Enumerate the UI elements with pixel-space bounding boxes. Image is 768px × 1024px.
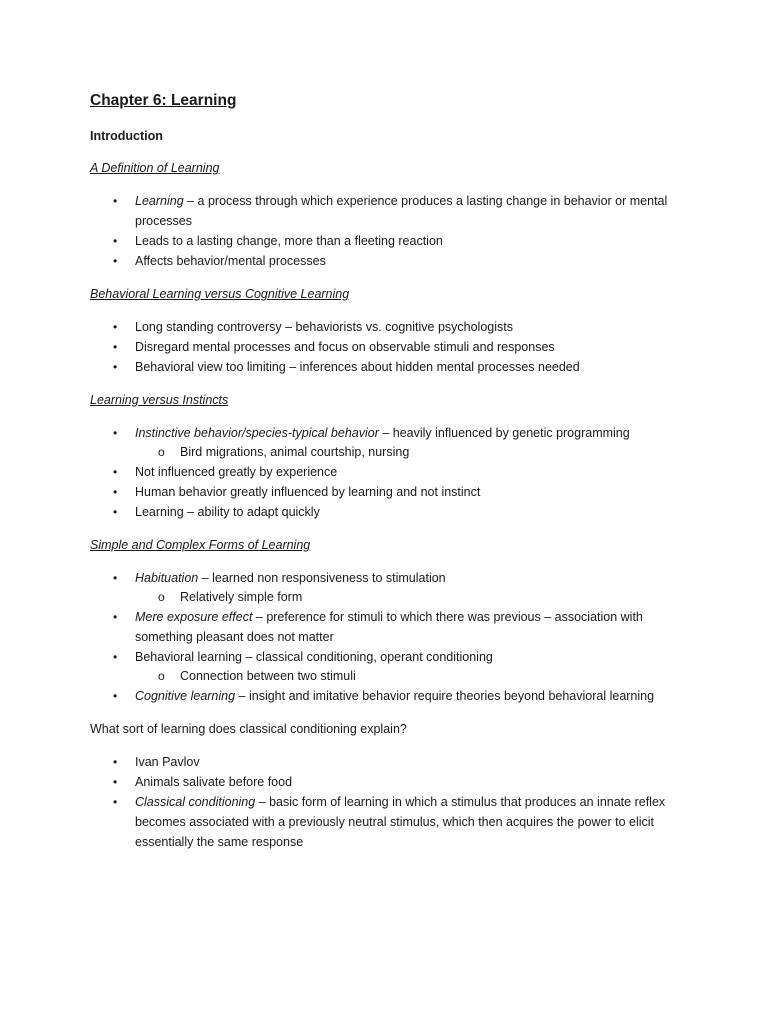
item-text: – basic form of learning in which a stimulus that produces an innate reflex becomes associated with a previously neutral stimulus, which then acquires the power to elicit essentially the same response [135, 795, 666, 849]
bullet-list-instincts [90, 423, 690, 522]
item-text: Behavioral learning – classical conditioning, operant conditioning [135, 650, 493, 664]
sub-item-text: Bird migrations, animal courtship, nursing [180, 445, 410, 459]
bullet-icon: • [113, 194, 118, 208]
item-text: Animals salivate before food [135, 775, 293, 789]
bullet-icon: • [113, 755, 118, 769]
sub-item-text: Connection between two stimuli [180, 669, 356, 683]
bullet-icon: • [113, 689, 118, 703]
item-text: – preference for stimuli to which there was previous – association with something pleasant does not matter [135, 610, 643, 644]
question-heading: What sort of learning does classical conditioning explain? [90, 722, 407, 736]
bullet-icon: • [113, 340, 118, 354]
bullet-list-behavioral-vs-cognitive [90, 317, 690, 377]
item-text: Not influenced greatly by experience [135, 465, 338, 479]
term: Instinctive behavior/species-typical behavior [135, 426, 379, 440]
list-item [90, 231, 690, 251]
section-heading-definition: A Definition of Learning [90, 161, 220, 175]
bullet-list-classical-conditioning [90, 752, 690, 852]
bullet-list-definition [90, 191, 690, 271]
item-text: Long standing controversy – behaviorists vs. cognitive psychologists [135, 320, 513, 334]
section-heading-instincts: Learning versus Instincts [90, 393, 229, 407]
sub-bullet-icon: o [158, 590, 165, 604]
bullet-icon: • [113, 234, 118, 248]
sub-list [135, 588, 690, 607]
bullet-icon: • [113, 254, 118, 268]
bullet-icon: • [113, 610, 118, 624]
item-text: Leads to a lasting change, more than a fleeting reaction [135, 234, 443, 248]
item-text: Affects behavior/mental processes [135, 254, 326, 268]
item-text: – learned non responsiveness to stimulation [198, 571, 446, 585]
sub-item-text: Relatively simple form [180, 590, 303, 604]
bullet-icon: • [113, 465, 118, 479]
term: Mere exposure effect [135, 610, 253, 624]
list-item [90, 772, 690, 792]
item-text: – a process through which experience produces a lasting change in behavior or mental processes [135, 194, 668, 228]
bullet-icon: • [113, 320, 118, 334]
chapter-title: Chapter 6: Learning [90, 92, 237, 109]
term: Classical conditioning [135, 795, 256, 809]
item-text: Human behavior greatly influenced by learning and not instinct [135, 485, 481, 499]
item-text: Behavioral view too limiting – inferences about hidden mental processes needed [135, 360, 580, 374]
bullet-icon: • [113, 775, 118, 789]
item-text: – heavily influenced by genetic programming [378, 426, 630, 440]
introduction-heading: Introduction [90, 129, 163, 143]
list-item [90, 792, 690, 852]
list-item [90, 423, 690, 462]
bullet-icon: • [113, 650, 118, 664]
list-item [90, 251, 690, 271]
bullet-icon: • [113, 426, 118, 440]
document-page [90, 90, 690, 852]
sub-list-item [135, 443, 690, 462]
list-item [90, 191, 690, 231]
item-text: Learning – ability to adapt quickly [135, 505, 320, 519]
list-item [90, 462, 690, 482]
item-text: Disregard mental processes and focus on observable stimuli and responses [135, 340, 555, 354]
list-item [90, 357, 690, 377]
term: Learning [135, 194, 184, 208]
list-item [90, 568, 690, 607]
bullet-icon: • [113, 571, 118, 585]
item-text: Ivan Pavlov [135, 755, 200, 769]
bullet-icon: • [113, 360, 118, 374]
term: Cognitive learning [135, 689, 236, 703]
sub-bullet-icon: o [158, 445, 165, 459]
bullet-icon: • [113, 505, 118, 519]
bullet-icon: • [113, 485, 118, 499]
sub-list [135, 667, 690, 686]
list-item [90, 502, 690, 522]
list-item [90, 647, 690, 686]
term: Habituation [135, 571, 199, 585]
sub-list-item [135, 667, 690, 686]
sub-bullet-icon: o [158, 669, 165, 683]
item-text: – insight and imitative behavior require theories beyond behavioral learning [235, 689, 655, 703]
section-heading-behavioral-vs-cognitive: Behavioral Learning versus Cognitive Learning [90, 287, 350, 301]
list-item [90, 317, 690, 337]
list-item [90, 337, 690, 357]
section-heading-simple-complex: Simple and Complex Forms of Learning [90, 538, 311, 552]
bullet-list-simple-complex [90, 568, 690, 706]
list-item [90, 482, 690, 502]
bullet-icon: • [113, 795, 118, 809]
list-item [90, 752, 690, 772]
sub-list [135, 443, 690, 462]
list-item [90, 607, 690, 647]
sub-list-item [135, 588, 690, 607]
list-item [90, 686, 690, 706]
